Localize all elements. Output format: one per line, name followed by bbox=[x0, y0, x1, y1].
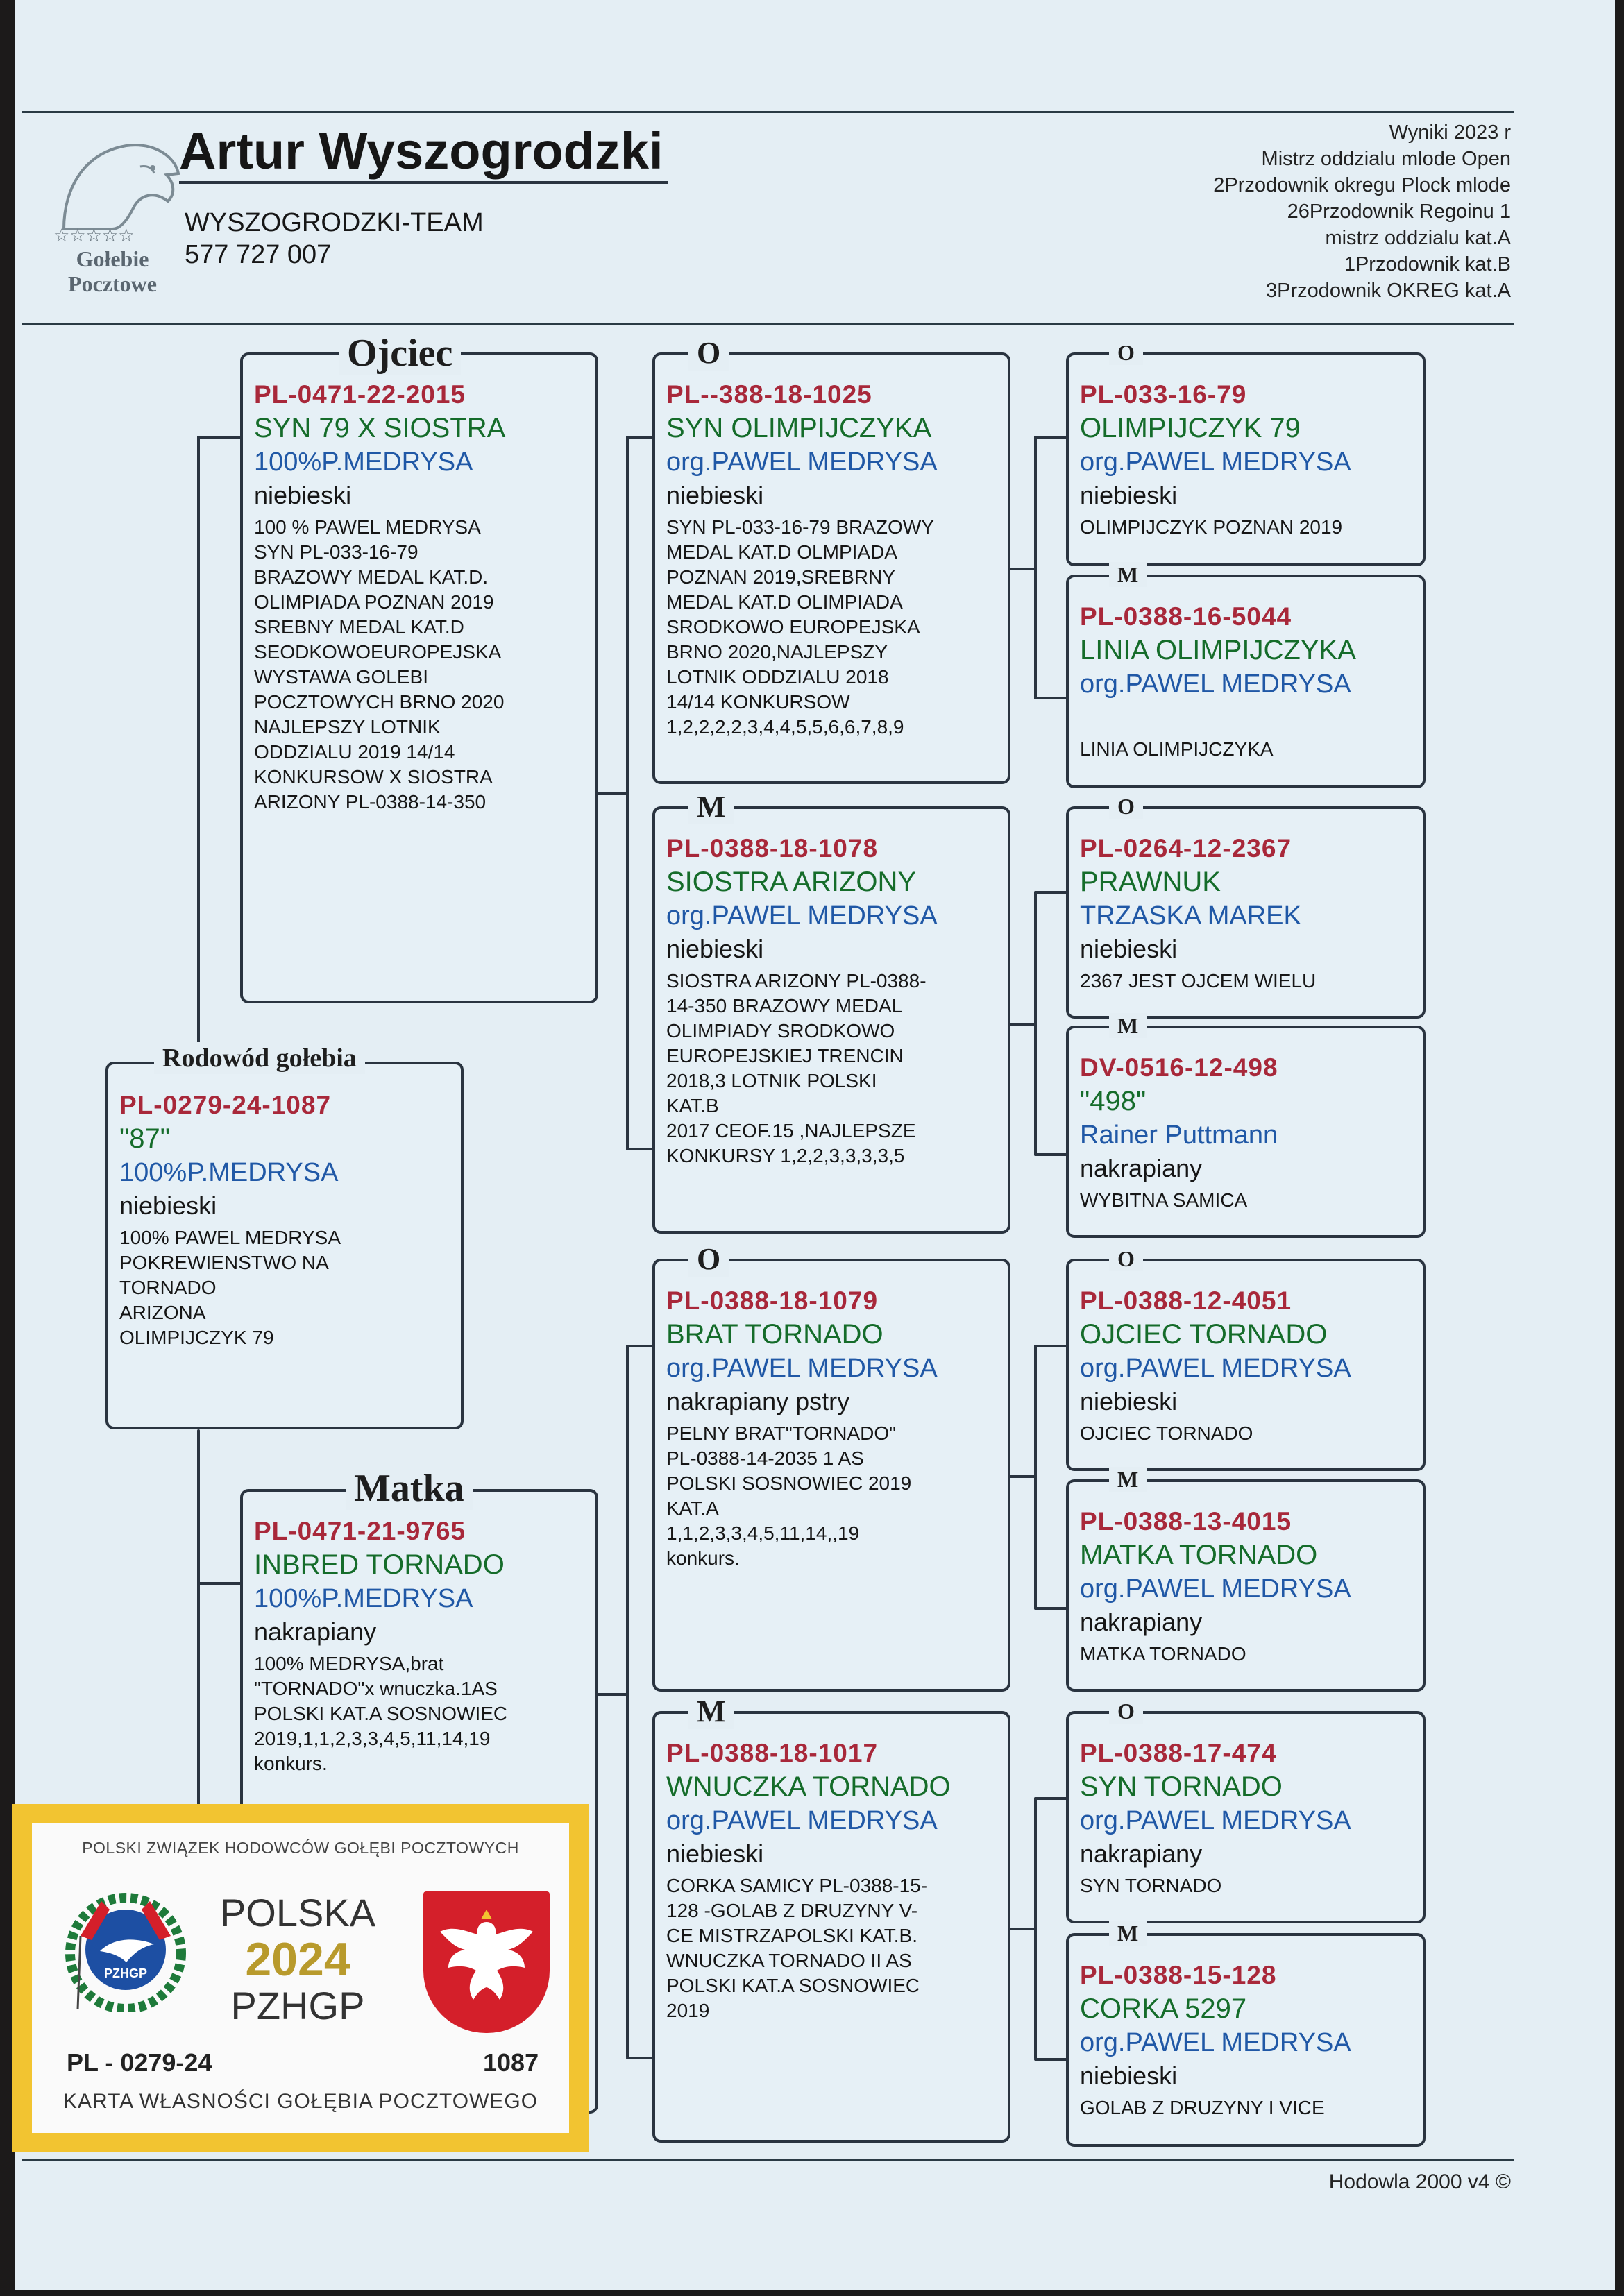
breeder: 100%P.MEDRYSA bbox=[119, 1158, 339, 1187]
breeder: org.PAWEL MEDRYSA bbox=[1080, 448, 1351, 477]
breeder: TRZASKA MAREK bbox=[1080, 901, 1301, 930]
father-card bbox=[240, 352, 598, 1003]
paternal-grandfather-label: O bbox=[688, 336, 729, 371]
great-grandparent-label-2: M bbox=[1109, 562, 1147, 587]
footer-rule bbox=[22, 2159, 1514, 2161]
results-line: 2Przodownik okregu Plock mlode bbox=[1213, 174, 1511, 196]
polish-eagle-icon bbox=[423, 1891, 550, 2033]
card-ring-number: 1087 bbox=[483, 2048, 539, 2077]
connector-line bbox=[1008, 1023, 1035, 1026]
ring-number: PL-0279-24-1087 bbox=[119, 1091, 332, 1119]
feather-color: nakrapiany bbox=[1080, 1154, 1203, 1182]
feather-color: nakrapiany bbox=[254, 1617, 377, 1646]
feather-color bbox=[1080, 701, 1414, 734]
software-credit: Hodowla 2000 v4 © bbox=[1328, 2170, 1511, 2193]
results-list bbox=[1213, 119, 1511, 304]
paternal-grandmother-label: M bbox=[688, 790, 734, 824]
description: GOLAB Z DRUZYNY I VICE bbox=[1080, 2097, 1325, 2118]
feather-color: niebieski bbox=[1080, 2061, 1178, 2090]
ring-number: PL-0264-12-2367 bbox=[1080, 834, 1292, 862]
pigeon-name: CORKA 5297 bbox=[1080, 1993, 1247, 2024]
great-grandparent-label-6: M bbox=[1109, 1467, 1147, 1492]
ring-number: PL-033-16-79 bbox=[1080, 380, 1247, 409]
pigeon-name: OJCIEC TORNADO bbox=[1080, 1319, 1328, 1350]
logo-line-2: Pocztowe bbox=[68, 271, 157, 296]
card-title-block bbox=[211, 1891, 384, 2027]
feather-color: niebieski bbox=[254, 481, 352, 509]
card-ring-prefix: PL - 0279-24 bbox=[67, 2048, 212, 2077]
phone-number: 577 727 007 bbox=[185, 240, 332, 269]
connector-line bbox=[597, 1693, 627, 1696]
pigeon-name: SYN OLIMPIJCZYKA bbox=[666, 413, 932, 443]
breeder: 100%P.MEDRYSA bbox=[254, 1584, 473, 1613]
mother-label: Matka bbox=[346, 1467, 473, 1510]
pigeon-name: SIOSTRA ARIZONY bbox=[666, 867, 917, 897]
results-line: Mistrz oddzialu mlode Open bbox=[1261, 148, 1511, 170]
father-label: Ojciec bbox=[339, 332, 461, 375]
paternal-grandmother-card bbox=[652, 806, 1010, 1234]
feather-color: nakrapiany bbox=[1080, 1839, 1203, 1868]
ring-number: PL-0388-18-1017 bbox=[666, 1739, 879, 1767]
breeder: org.PAWEL MEDRYSA bbox=[1080, 2028, 1351, 2057]
eagle-logo-icon bbox=[36, 125, 189, 243]
ring-number: DV-0516-12-498 bbox=[1080, 1053, 1278, 1082]
great-grandparent-card-2 bbox=[1066, 575, 1426, 788]
connector-line bbox=[1008, 1928, 1035, 1930]
feather-color: nakrapiany bbox=[1080, 1608, 1203, 1636]
ownership-card bbox=[12, 1804, 589, 2152]
pigeon-name: PRAWNUK bbox=[1080, 867, 1221, 897]
ring-number: PL-0388-16-5044 bbox=[1080, 602, 1292, 631]
feather-color: nakrapiany pstry bbox=[666, 1387, 850, 1415]
breeder-name: Artur Wyszogrodzki bbox=[179, 121, 668, 184]
great-grandparent-label-7: O bbox=[1109, 1699, 1143, 1724]
description: 100% MEDRYSA,brat "TORNADO"x wnuczka.1AS POLSKI KAT.A SOSNOWIEC 2019,1,1,2,3,3,4,5,11,14,19 konkurs. bbox=[254, 1653, 508, 1774]
results-line: 26Przodownik Regoinu 1 bbox=[1287, 201, 1511, 223]
card-year: 2024 bbox=[245, 1933, 350, 1986]
description: SIOSTRA ARIZONY PL-0388- 14-350 BRAZOWY MEDAL OLIMPIADY SRODKOWO EUROPEJSKIEJ TRENCIN 2018,3 LOTNIK POLSKI KAT.B 2017 CEOF.15 ,NAJLEPSZE KONKURSY 1,2,2,3,3,3,3,5 bbox=[666, 970, 927, 1166]
description: 100 % PAWEL MEDRYSA SYN PL-033-16-79 BRAZOWY MEDAL KAT.D. OLIMPIADA POZNAN 2019 SREBNY MEDAL KAT.D SEODKOWOEUROPEJSKA WYSTAWA GOLEBI POCZTOWYCH BRNO 2020 NAJLEPSZY LOTNIK ODDZIALU 2019 14/14 KONKURSOW X SIOSTRA ARIZONY PL-0388-14-350 bbox=[254, 516, 505, 813]
connector-line bbox=[597, 792, 627, 795]
subject-label: Rodowód gołebia bbox=[154, 1042, 365, 1074]
great-grandparent-card-6 bbox=[1066, 1479, 1426, 1692]
connector-line bbox=[1008, 568, 1035, 570]
description: OLIMPIJCZYK POZNAN 2019 bbox=[1080, 516, 1343, 538]
description: OJCIEC TORNADO bbox=[1080, 1422, 1253, 1444]
breeder: org.PAWEL MEDRYSA bbox=[666, 901, 938, 930]
card-country: POLSKA bbox=[219, 1891, 376, 1934]
great-grandparent-label-5: O bbox=[1109, 1246, 1143, 1271]
results-line: 3Przodownik OKREG kat.A bbox=[1266, 280, 1511, 302]
team-name: WYSZOGRODZKI-TEAM bbox=[185, 208, 484, 237]
ring-number: PL-0388-12-4051 bbox=[1080, 1286, 1292, 1315]
maternal-grandfather-card bbox=[652, 1259, 1010, 1692]
ring-number: PL-0471-22-2015 bbox=[254, 380, 466, 409]
pigeon-name: INBRED TORNADO bbox=[254, 1549, 505, 1580]
description: 2367 JEST OJCEM WIELU bbox=[1080, 970, 1317, 992]
pigeon-name: "498" bbox=[1080, 1086, 1147, 1116]
great-grandparent-card-1 bbox=[1066, 352, 1426, 566]
subject-pigeon-card bbox=[105, 1062, 464, 1429]
connector-line bbox=[197, 436, 200, 1074]
ring-number: PL-0388-18-1079 bbox=[666, 1286, 879, 1315]
pigeon-name: WNUCZKA TORNADO bbox=[666, 1771, 951, 1802]
results-line: Wyniki 2023 r bbox=[1389, 121, 1511, 144]
breeder: org.PAWEL MEDRYSA bbox=[1080, 670, 1351, 699]
white-eagle-icon bbox=[423, 1891, 550, 2033]
great-grandparent-card-8 bbox=[1066, 1933, 1426, 2147]
ring-number: PL-0388-17-474 bbox=[1080, 1739, 1277, 1767]
feather-color: niebieski bbox=[1080, 935, 1178, 963]
ring-number: PL-0471-21-9765 bbox=[254, 1517, 466, 1545]
feather-color: niebieski bbox=[666, 935, 764, 963]
connector-line bbox=[197, 1429, 200, 1818]
logo-line-1: Gołebie bbox=[76, 246, 149, 271]
description: CORKA SAMICY PL-0388-15- 128 -GOLAB Z DRUZYNY V- CE MISTRZAPOLSKI KAT.B. WNUCZKA TORNADO II AS POLSKI KAT.A SOSNOWIEC 2019 bbox=[666, 1875, 928, 2021]
breeder: Rainer Puttmann bbox=[1080, 1121, 1278, 1150]
description: SYN TORNADO bbox=[1080, 1875, 1222, 1896]
feather-color: niebieski bbox=[666, 1839, 764, 1868]
connector-line bbox=[626, 1345, 629, 2058]
ring-number: PL-0388-18-1078 bbox=[666, 834, 879, 862]
maternal-grandmother-card bbox=[652, 1711, 1010, 2143]
pigeon-name: "87" bbox=[119, 1123, 170, 1154]
great-grandparent-card-3 bbox=[1066, 806, 1426, 1019]
pigeon-name: BRAT TORNADO bbox=[666, 1319, 883, 1350]
card-org: POLSKI ZWIĄZEK HODOWCÓW GOŁĘBI POCZTOWYCH bbox=[82, 1839, 519, 1857]
logo bbox=[36, 125, 189, 312]
feather-color: niebieski bbox=[1080, 1387, 1178, 1415]
feather-color: niebieski bbox=[1080, 481, 1178, 509]
description: 100% PAWEL MEDRYSA POKREWIENSTWO NA TORNADO ARIZONA OLIMPIJCZYK 79 bbox=[119, 1227, 341, 1348]
maternal-grandfather-label: O bbox=[688, 1242, 729, 1277]
great-grandparent-label-3: O bbox=[1109, 794, 1143, 819]
feather-color: niebieski bbox=[119, 1191, 217, 1220]
description: WYBITNA SAMICA bbox=[1080, 1189, 1248, 1211]
breeder: 100%P.MEDRYSA bbox=[254, 448, 473, 477]
svg-text:☆☆☆☆☆: ☆☆☆☆☆ bbox=[53, 226, 135, 243]
great-grandparent-label-4: M bbox=[1109, 1013, 1147, 1038]
card-abbr: PZHGP bbox=[230, 1984, 365, 2027]
header-top-rule bbox=[22, 111, 1514, 113]
paternal-grandfather-card bbox=[652, 352, 1010, 784]
svg-text:PZHGP: PZHGP bbox=[103, 1966, 148, 1980]
maternal-grandmother-label: M bbox=[688, 1694, 734, 1729]
breeder: org.PAWEL MEDRYSA bbox=[666, 1806, 938, 1835]
results-line: mistrz oddzialu kat.A bbox=[1325, 227, 1511, 249]
pigeon-name: SYN 79 X SIOSTRA bbox=[254, 413, 506, 443]
great-grandparent-card-7 bbox=[1066, 1711, 1426, 1923]
description: SYN PL-033-16-79 BRAZOWY MEDAL KAT.D OLMPIADA POZNAN 2019,SREBRNY MEDAL KAT.D OLIMPIADA SRODKOWO EUROPEJSKA BRNO 2020,NAJLEPSZY LOTNIK ODDZIALU 2018 14/14 KONKURSOW 1,2,2,2,2,3,4,4,5,5,6,6,7,8,9 bbox=[666, 516, 934, 738]
great-grandparent-label-1: O bbox=[1109, 340, 1143, 365]
ring-number: PL-0388-15-128 bbox=[1080, 1961, 1277, 1989]
pigeon-name: OLIMPIJCZYK 79 bbox=[1080, 413, 1301, 443]
header-bottom-rule bbox=[22, 323, 1514, 325]
breeder: org.PAWEL MEDRYSA bbox=[666, 448, 938, 477]
pigeon-name: SYN TORNADO bbox=[1080, 1771, 1283, 1802]
results-line: 1Przodownik kat.B bbox=[1344, 253, 1511, 275]
ring-number: PL--388-18-1025 bbox=[666, 380, 872, 409]
pzhgp-emblem-icon bbox=[60, 1880, 192, 2012]
feather-color: niebieski bbox=[666, 481, 764, 509]
breeder: org.PAWEL MEDRYSA bbox=[666, 1354, 938, 1383]
breeder: org.PAWEL MEDRYSA bbox=[1080, 1806, 1351, 1835]
description: PELNY BRAT"TORNADO" PL-0388-14-2035 1 AS POLSKI SOSNOWIEC 2019 KAT.A 1,1,2,3,3,4,5,11,14,,19 konkurs. bbox=[666, 1422, 912, 1569]
great-grandparent-card-5 bbox=[1066, 1259, 1426, 1471]
description: MATKA TORNADO bbox=[1080, 1643, 1246, 1665]
pigeon-name: MATKA TORNADO bbox=[1080, 1540, 1318, 1570]
pzhgp-logo bbox=[60, 1880, 192, 2012]
description: LINIA OLIMPIJCZYKA bbox=[1080, 738, 1274, 760]
card-caption: KARTA WŁASNOŚCI GOŁĘBIA POCZTOWEGO bbox=[62, 2090, 539, 2113]
breeder: org.PAWEL MEDRYSA bbox=[1080, 1574, 1351, 1604]
pigeon-name: LINIA OLIMPIJCZYKA bbox=[1080, 635, 1356, 665]
breeder: org.PAWEL MEDRYSA bbox=[1080, 1354, 1351, 1383]
connector-line bbox=[1008, 1475, 1035, 1478]
great-grandparent-label-8: M bbox=[1109, 1921, 1147, 1946]
ring-number: PL-0388-13-4015 bbox=[1080, 1507, 1292, 1536]
great-grandparent-card-4 bbox=[1066, 1026, 1426, 1238]
